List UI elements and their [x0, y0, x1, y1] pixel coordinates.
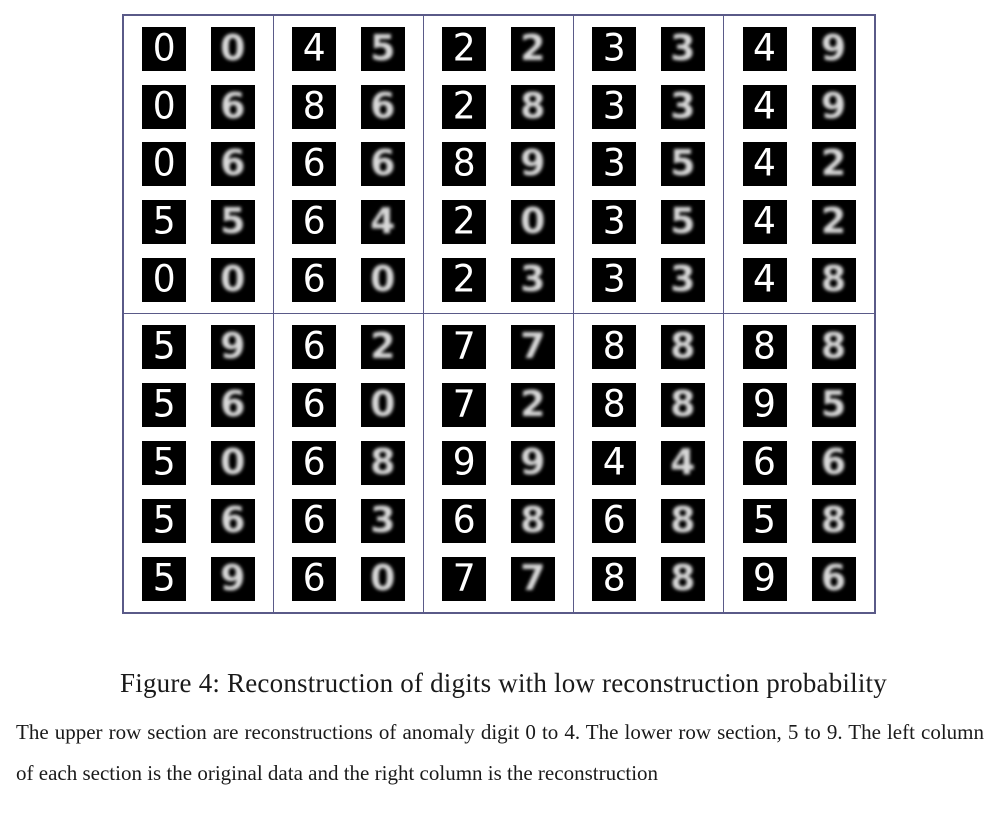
digit-glyph: 0	[520, 201, 546, 243]
digit-glyph: 3	[370, 500, 396, 541]
digit-section	[574, 16, 724, 314]
reconstructed-digit-image	[511, 142, 555, 186]
reconstructed-digit-image	[361, 200, 405, 244]
original-digit-image	[442, 85, 486, 129]
original-digit-image	[292, 142, 336, 186]
digit-glyph: 7	[520, 326, 546, 367]
original-digit-image	[292, 85, 336, 129]
digit-glyph: 3	[670, 85, 696, 127]
digit-glyph: 6	[820, 442, 847, 483]
digit-section	[124, 314, 274, 612]
original-digit-image	[142, 325, 186, 369]
reconstructed-digit-image	[511, 258, 555, 302]
digit-glyph: 8	[670, 326, 696, 367]
original-digit-image	[292, 383, 336, 427]
original-digit-image	[592, 85, 636, 129]
original-digit-image	[743, 499, 787, 543]
digit-glyph: 6	[820, 558, 847, 599]
digit-glyph: 9	[820, 85, 847, 127]
original-digit-image	[743, 383, 787, 427]
digit-glyph: 5	[753, 499, 776, 542]
original-digit-image	[442, 557, 486, 601]
digit-glyph: 2	[820, 143, 847, 185]
reconstructed-digit-image	[812, 557, 856, 601]
reconstructed-digit-image	[211, 499, 255, 543]
reconstructed-digit-image	[211, 85, 255, 129]
digit-glyph: 0	[152, 142, 176, 186]
reconstructed-digit-image	[361, 325, 405, 369]
digit-glyph: 9	[452, 441, 476, 484]
digit-glyph: 6	[370, 143, 396, 185]
digit-glyph: 8	[820, 259, 847, 301]
digit-section	[574, 314, 724, 612]
digit-glyph: 5	[152, 200, 176, 244]
reconstructed-digit-image	[661, 200, 705, 244]
reconstructed-digit-image	[211, 557, 255, 601]
digit-glyph: 8	[670, 384, 696, 425]
digit-glyph: 8	[670, 500, 696, 541]
figure-description: The upper row section are reconstructions of anomaly digit 0 to 4. The lower row section, 5 to 9. The left column of each section is the original data and the right column is the reconstruction	[16, 720, 984, 785]
digit-glyph: 5	[370, 27, 396, 69]
digit-glyph: 8	[520, 85, 546, 127]
digit-glyph: 2	[452, 26, 476, 70]
original-digit-image	[442, 200, 486, 244]
digit-glyph: 6	[220, 85, 246, 127]
digit-glyph: 8	[370, 442, 396, 483]
digit-glyph: 6	[302, 557, 326, 600]
digit-glyph: 9	[520, 143, 546, 185]
original-digit-image	[142, 200, 186, 244]
original-digit-image	[592, 27, 636, 71]
reconstructed-digit-image	[361, 85, 405, 129]
reconstructed-digit-image	[661, 142, 705, 186]
original-digit-image	[292, 200, 336, 244]
digit-glyph: 7	[452, 325, 476, 368]
digit-glyph: 9	[820, 27, 847, 69]
reconstructed-digit-image	[661, 441, 705, 485]
original-digit-image	[743, 85, 787, 129]
original-digit-image	[592, 557, 636, 601]
digit-glyph: 0	[152, 258, 176, 302]
digit-glyph: 3	[602, 142, 626, 186]
original-digit-image	[142, 142, 186, 186]
digit-glyph: 6	[220, 500, 246, 541]
original-digit-image	[442, 441, 486, 485]
reconstructed-digit-image	[211, 142, 255, 186]
digit-section	[274, 16, 424, 314]
digit-glyph: 3	[602, 200, 626, 244]
original-digit-image	[592, 383, 636, 427]
digit-glyph: 2	[452, 258, 476, 302]
digit-glyph: 6	[302, 383, 326, 426]
digit-glyph: 6	[452, 499, 476, 542]
digit-glyph: 9	[753, 557, 776, 600]
reconstructed-digit-image	[812, 142, 856, 186]
digit-glyph: 5	[152, 557, 176, 600]
original-digit-image	[743, 325, 787, 369]
digit-glyph: 3	[670, 27, 696, 69]
digit-glyph: 2	[520, 384, 546, 425]
original-digit-image	[292, 441, 336, 485]
digit-glyph: 9	[220, 326, 246, 367]
original-digit-image	[292, 499, 336, 543]
digit-glyph: 2	[520, 27, 546, 69]
reconstructed-digit-image	[211, 441, 255, 485]
digit-glyph: 5	[152, 383, 176, 426]
digit-glyph: 4	[670, 442, 696, 483]
original-digit-image	[592, 258, 636, 302]
digit-glyph: 3	[602, 84, 626, 128]
reconstructed-digit-image	[211, 325, 255, 369]
digit-glyph: 5	[220, 201, 246, 243]
original-digit-image	[142, 258, 186, 302]
reconstructed-digit-image	[812, 27, 856, 71]
digit-glyph: 0	[152, 26, 176, 70]
digit-glyph: 2	[452, 84, 476, 128]
reconstructed-digit-image	[361, 258, 405, 302]
reconstructed-digit-image	[361, 557, 405, 601]
original-digit-image	[142, 85, 186, 129]
digit-glyph: 6	[302, 325, 326, 368]
reconstructed-digit-image	[812, 200, 856, 244]
original-digit-image	[592, 441, 636, 485]
original-digit-image	[743, 142, 787, 186]
reconstructed-digit-image	[361, 27, 405, 71]
digit-section	[724, 16, 874, 314]
digit-glyph: 9	[220, 558, 246, 599]
original-digit-image	[142, 441, 186, 485]
original-digit-image	[743, 27, 787, 71]
digit-glyph: 8	[452, 142, 476, 186]
digit-glyph: 4	[753, 84, 776, 128]
digit-glyph: 3	[602, 258, 626, 302]
reconstructed-digit-image	[361, 441, 405, 485]
digit-glyph: 0	[370, 384, 396, 425]
original-digit-image	[142, 499, 186, 543]
reconstructed-digit-image	[661, 499, 705, 543]
digit-glyph: 8	[670, 558, 696, 599]
digit-glyph: 6	[220, 143, 246, 185]
digit-glyph: 6	[370, 85, 396, 127]
original-digit-image	[743, 258, 787, 302]
digit-glyph: 2	[820, 201, 847, 243]
digit-glyph: 3	[520, 259, 546, 301]
digit-glyph: 9	[753, 383, 776, 426]
original-digit-image	[442, 325, 486, 369]
reconstructed-digit-image	[511, 499, 555, 543]
digit-glyph: 5	[670, 201, 696, 243]
digit-glyph: 8	[602, 383, 626, 426]
reconstructed-digit-image	[511, 441, 555, 485]
digit-glyph: 8	[753, 325, 776, 368]
original-digit-image	[743, 557, 787, 601]
digit-glyph: 6	[302, 499, 326, 542]
original-digit-image	[442, 383, 486, 427]
digit-glyph: 5	[152, 325, 176, 368]
reconstructed-digit-image	[661, 27, 705, 71]
reconstructed-digit-image	[511, 325, 555, 369]
digit-glyph: 0	[220, 27, 246, 69]
digit-glyph: 7	[520, 558, 546, 599]
digit-glyph: 6	[302, 200, 326, 244]
reconstructed-digit-image	[661, 258, 705, 302]
digit-glyph: 8	[302, 84, 326, 128]
digit-glyph: 6	[302, 441, 326, 484]
original-digit-image	[142, 557, 186, 601]
original-digit-image	[592, 499, 636, 543]
original-digit-image	[592, 142, 636, 186]
figure-caption: Figure 4: Reconstruction of digits with low reconstruction probability	[120, 668, 887, 698]
digit-glyph: 8	[820, 500, 847, 541]
reconstructed-digit-image	[361, 142, 405, 186]
digit-glyph: 0	[370, 558, 396, 599]
reconstructed-digit-image	[812, 499, 856, 543]
digit-glyph: 5	[152, 441, 176, 484]
original-digit-image	[442, 499, 486, 543]
digit-glyph: 0	[370, 259, 396, 301]
original-digit-image	[592, 325, 636, 369]
reconstructed-digit-image	[661, 85, 705, 129]
digit-glyph: 6	[602, 499, 626, 542]
reconstructed-digit-image	[812, 441, 856, 485]
reconstructed-digit-image	[211, 27, 255, 71]
original-digit-image	[292, 325, 336, 369]
digit-glyph: 6	[302, 142, 326, 186]
digit-glyph: 3	[670, 259, 696, 301]
original-digit-image	[442, 258, 486, 302]
digit-glyph: 4	[753, 258, 776, 302]
original-digit-image	[142, 383, 186, 427]
reconstructed-digit-image	[511, 557, 555, 601]
digit-glyph: 5	[820, 384, 847, 425]
reconstructed-digit-image	[361, 383, 405, 427]
digit-glyph: 4	[370, 201, 396, 243]
original-digit-image	[442, 27, 486, 71]
original-digit-image	[442, 142, 486, 186]
original-digit-image	[142, 27, 186, 71]
digit-glyph: 4	[753, 26, 776, 70]
reconstructed-digit-image	[661, 325, 705, 369]
reconstructed-digit-image	[812, 258, 856, 302]
digit-glyph: 4	[753, 142, 776, 186]
digit-glyph: 3	[602, 26, 626, 70]
reconstructed-digit-image	[661, 383, 705, 427]
digit-glyph: 0	[152, 84, 176, 128]
digit-glyph: 7	[452, 383, 476, 426]
reconstructed-digit-image	[211, 258, 255, 302]
reconstructed-digit-image	[812, 85, 856, 129]
digit-glyph: 4	[602, 441, 626, 484]
reconstructed-digit-image	[211, 200, 255, 244]
digit-glyph: 7	[452, 557, 476, 600]
original-digit-image	[292, 27, 336, 71]
digit-glyph: 6	[220, 384, 246, 425]
digit-glyph: 8	[520, 500, 546, 541]
reconstructed-digit-image	[812, 325, 856, 369]
digit-section	[124, 16, 274, 314]
digit-reconstruction-grid	[122, 14, 876, 614]
reconstructed-digit-image	[812, 383, 856, 427]
digit-section	[724, 314, 874, 612]
reconstructed-digit-image	[511, 200, 555, 244]
reconstructed-digit-image	[211, 383, 255, 427]
digit-glyph: 8	[820, 326, 847, 367]
digit-section	[424, 16, 574, 314]
original-digit-image	[292, 258, 336, 302]
digit-glyph: 4	[753, 200, 776, 244]
digit-section	[274, 314, 424, 612]
original-digit-image	[292, 557, 336, 601]
digit-section	[424, 314, 574, 612]
reconstructed-digit-image	[511, 27, 555, 71]
digit-glyph: 2	[452, 200, 476, 244]
digit-glyph: 8	[602, 557, 626, 600]
original-digit-image	[743, 441, 787, 485]
digit-glyph: 5	[670, 143, 696, 185]
digit-glyph: 0	[220, 442, 246, 483]
digit-glyph: 6	[302, 258, 326, 302]
digit-glyph: 8	[602, 325, 626, 368]
digit-glyph: 0	[220, 259, 246, 301]
digit-glyph: 2	[370, 326, 396, 367]
digit-glyph: 4	[302, 26, 326, 70]
original-digit-image	[743, 200, 787, 244]
digit-glyph: 5	[152, 499, 176, 542]
original-digit-image	[592, 200, 636, 244]
reconstructed-digit-image	[361, 499, 405, 543]
reconstructed-digit-image	[511, 85, 555, 129]
reconstructed-digit-image	[661, 557, 705, 601]
reconstructed-digit-image	[511, 383, 555, 427]
digit-glyph: 9	[520, 442, 546, 483]
digit-glyph: 6	[753, 441, 776, 484]
